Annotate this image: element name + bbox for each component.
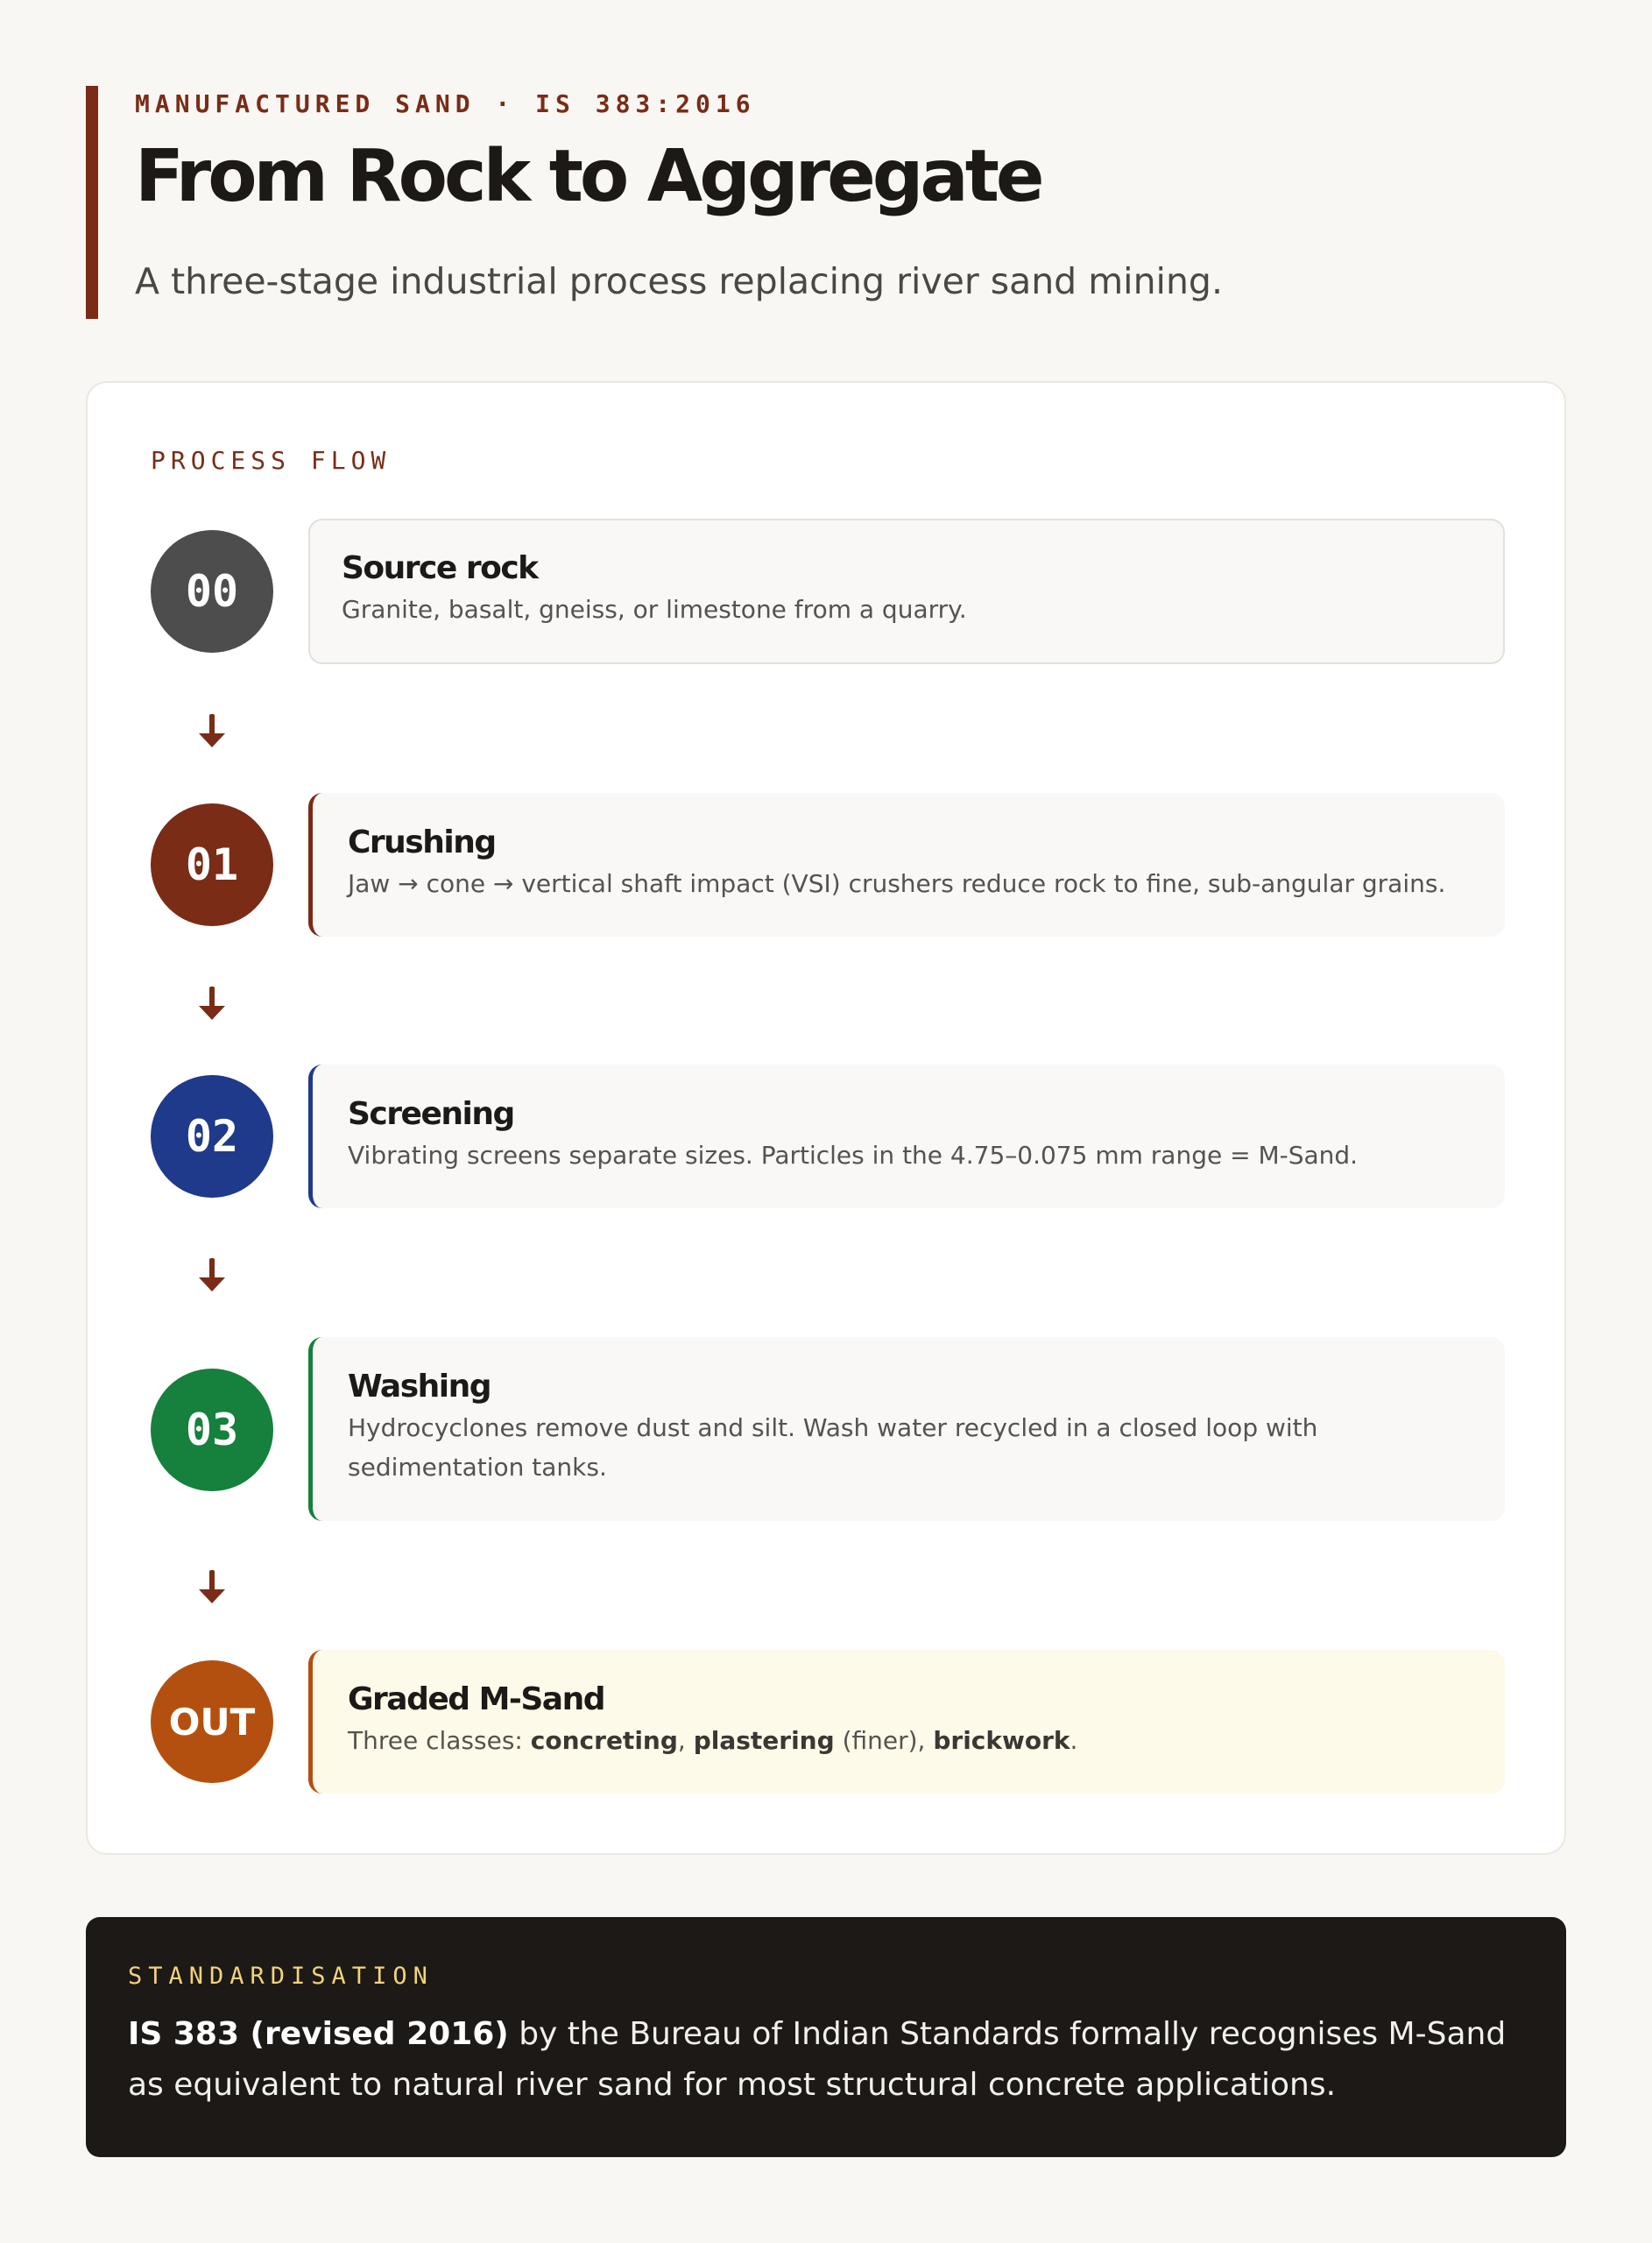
plastering-note: (finer),: [834, 1726, 934, 1755]
separator: ,: [677, 1726, 694, 1755]
step-title: Crushing: [348, 824, 496, 860]
step-badge-01: 01: [151, 803, 273, 926]
suffix: .: [1070, 1726, 1078, 1755]
step-description: Granite, basalt, gneiss, or limestone from a quarry.: [342, 595, 967, 624]
step-description: Vibrating screens separate sizes. Particles in the 4.75–0.075 mm range = M-Sand.: [348, 1141, 1359, 1170]
process-label: PROCESS FLOW: [151, 446, 392, 475]
step-badge-03: 03: [151, 1369, 273, 1491]
step-badge-00: 00: [151, 530, 273, 653]
step-title: Source rock: [342, 550, 538, 586]
standard-description: by the Bureau of Indian Standards formally recognises M-Sand as equivalent to natural river sand for most structural concrete applications.: [128, 2016, 1507, 2103]
step-title: Graded M-Sand: [348, 1681, 604, 1717]
step-title: Washing: [348, 1369, 491, 1405]
page-subtitle: A three-stage industrial process replacing river sand mining.: [135, 260, 1223, 302]
step-description: [348, 1721, 1470, 1760]
step-description: Jaw → cone → vertical shaft impact (VSI) crushers reduce rock to fine, sub-angular grains.: [348, 869, 1446, 898]
step-card-source-rock: [308, 519, 1505, 664]
standardisation-banner: [86, 1917, 1566, 2157]
step-title: Screening: [348, 1096, 514, 1132]
standard-reference: IS 383 (revised 2016): [128, 2016, 509, 2052]
step-badge-02: 02: [151, 1075, 273, 1198]
class-concreting: concreting: [530, 1726, 678, 1755]
class-plastering: plastering: [693, 1726, 835, 1755]
step-badge-out: OUT: [151, 1660, 273, 1783]
step-card-washing: [308, 1337, 1505, 1521]
step-card-crushing: [308, 793, 1505, 937]
process-card: [86, 381, 1566, 1855]
page-title: From Rock to Aggregate: [135, 135, 1041, 218]
step-description: Hydrocyclones remove dust and silt. Wash water recycled in a closed loop with sedimentation tanks.: [348, 1413, 1318, 1482]
header: [86, 86, 1575, 319]
eyebrow: MANUFACTURED SAND · IS 383:2016: [135, 89, 756, 118]
class-brickwork: brickwork: [933, 1726, 1070, 1755]
banner-label: STANDARDISATION: [128, 1963, 434, 1990]
step-card-graded-msand: [308, 1650, 1505, 1794]
step-card-screening: [308, 1065, 1505, 1208]
banner-text: [128, 2009, 1524, 2111]
classes-prefix: Three classes:: [348, 1726, 531, 1755]
